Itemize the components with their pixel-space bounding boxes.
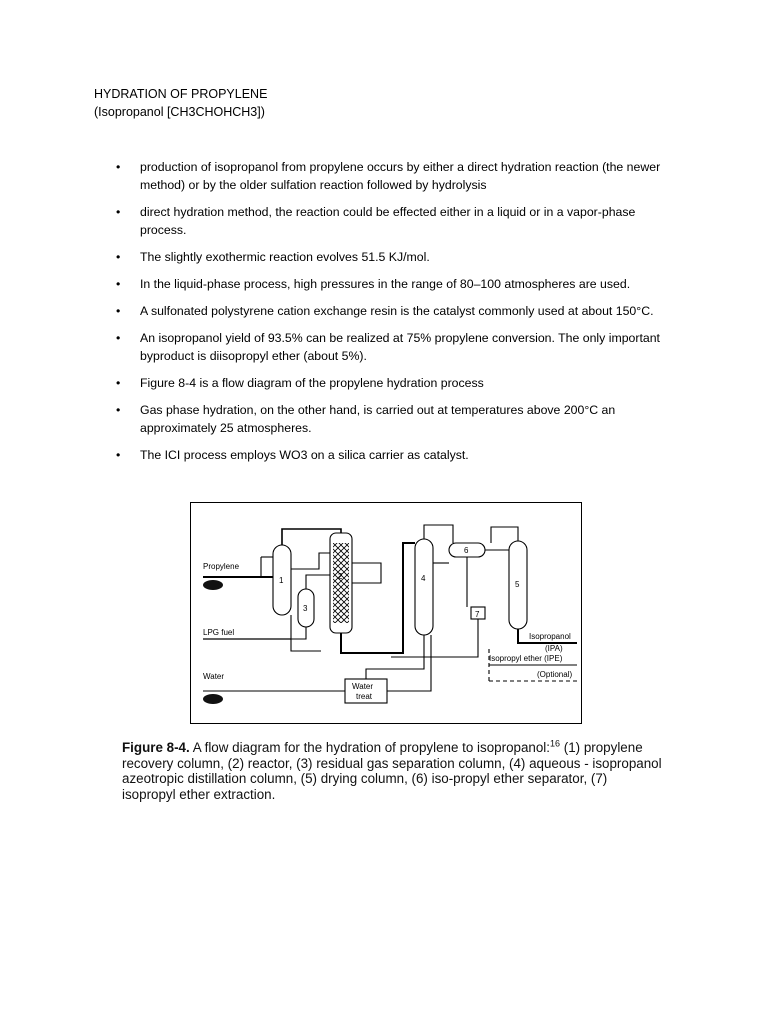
bullet-marker: • — [116, 160, 121, 174]
list-item-text: A sulfonated polystyrene cation exchange resin is the catalyst commonly used at about 150°C. — [140, 304, 654, 318]
caption-text: A flow diagram for the hydration of propylene to isopropanol: — [189, 740, 550, 755]
lpg-fuel-label: LPG fuel — [203, 628, 235, 637]
figure-caption — [122, 740, 664, 802]
bullet-marker: • — [116, 376, 121, 390]
unit-1-label: 1 — [279, 576, 284, 585]
column-4 — [415, 539, 433, 635]
unit-6-label: 6 — [464, 546, 469, 555]
list-item — [116, 203, 676, 239]
isopropanol-label: Isopropanol — [529, 632, 571, 641]
caption-reference: 16 — [550, 738, 561, 749]
list-item-text: Figure 8-4 is a flow diagram of the propylene hydration process — [140, 376, 484, 390]
list-item — [116, 401, 676, 437]
list-item-text: Gas phase hydration, on the other hand, is carried out at temperatures above 200°C an approximately 25 atmospheres. — [140, 403, 616, 435]
document-title-block — [94, 85, 267, 121]
document-title: HYDRATION OF PROPYLENE — [94, 87, 268, 101]
list-item-text: production of isopropanol from propylene occurs by either a direct hydration reaction (the newer method) or by the older sulfation reaction followed by hydrolysis — [140, 160, 661, 192]
list-item — [116, 158, 676, 194]
document-subtitle: (Isopropanol [CH3CHOHCH3]) — [94, 105, 265, 119]
water-label: Water — [203, 672, 225, 681]
water-treat-label-2: treat — [356, 692, 373, 701]
bullet-marker: • — [116, 277, 121, 291]
caption-label: Figure 8-4. — [122, 740, 190, 755]
unit-3-label: 3 — [303, 604, 308, 613]
list-item-text: direct hydration method, the reaction could be effected either in a liquid or in a vapor-phase process. — [140, 205, 636, 237]
water-pump-icon — [203, 694, 223, 704]
propylene-label: Propylene — [203, 562, 240, 571]
ipe-label: Isopropyl ether (IPE) — [489, 654, 563, 663]
water-treat-label-1: Water — [352, 682, 374, 691]
flow-diagram-figure — [190, 502, 582, 724]
bullet-marker: • — [116, 331, 121, 345]
list-item — [116, 446, 676, 464]
propylene-pump-icon — [203, 580, 223, 590]
ipa-label: (IPA) — [545, 644, 563, 653]
unit-4-label: 4 — [421, 574, 426, 583]
unit-5-label: 5 — [515, 580, 520, 589]
caption-text-rest: (1) propylene recovery column, (2) reactor, (3) residual gas separation column, (4) aqueous - isopropanol azeotropic distillation column, (5) drying column, (6) iso-propyl ether separator, (7) isopropyl ether extraction. — [122, 740, 662, 802]
bullet-list — [116, 158, 676, 473]
list-item — [116, 248, 676, 266]
list-item-text: The ICI process employs WO3 on a silica carrier as catalyst. — [140, 448, 469, 462]
list-item — [116, 275, 676, 293]
list-item — [116, 329, 676, 365]
bullet-marker: • — [116, 448, 121, 462]
list-item-text: The slightly exothermic reaction evolves 51.5 KJ/mol. — [140, 250, 430, 264]
bullet-marker: • — [116, 403, 121, 417]
list-item — [116, 374, 676, 392]
bullet-marker: • — [116, 205, 121, 219]
unit-2-label: 2 — [338, 572, 343, 581]
unit-7-label: 7 — [475, 610, 480, 619]
list-item — [116, 302, 676, 320]
bullet-marker: • — [116, 250, 121, 264]
list-item-text: In the liquid-phase process, high pressures in the range of 80–100 atmospheres are used. — [140, 277, 631, 291]
list-item-text: An isopropanol yield of 93.5% can be realized at 75% propylene conversion. The only important byproduct is diisopropyl ether (about 5%). — [140, 331, 660, 363]
flow-diagram — [191, 503, 581, 723]
optional-label: (Optional) — [537, 670, 573, 679]
bullet-marker: • — [116, 304, 121, 318]
